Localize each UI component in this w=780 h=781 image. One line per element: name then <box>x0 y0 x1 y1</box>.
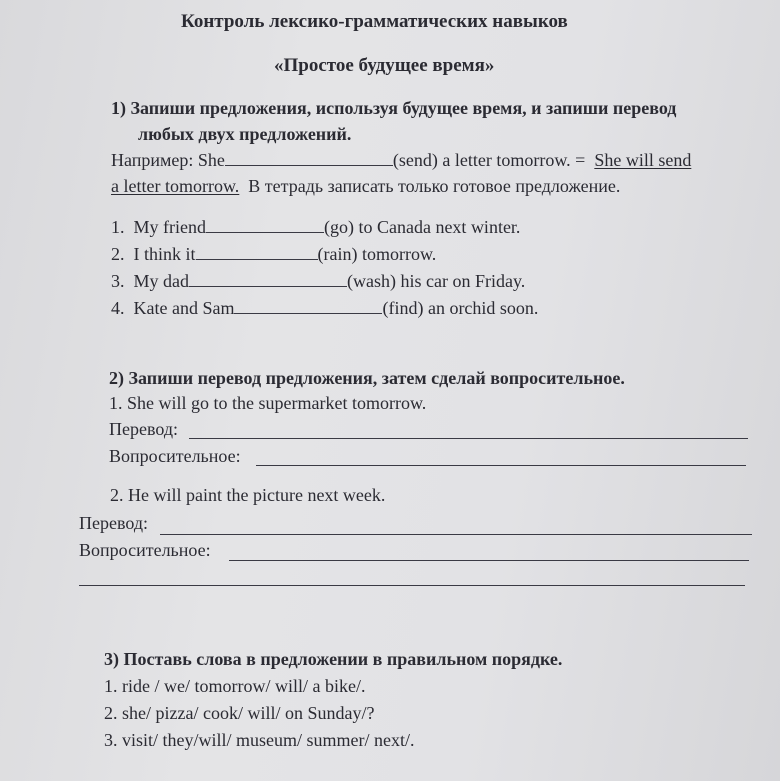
question-answer-line-1[interactable] <box>256 465 746 466</box>
task3-item-2: 2. she/ pizza/ cook/ will/ on Sunday/? <box>104 703 375 723</box>
item-number: 2. <box>111 244 125 264</box>
task3-item-1: 1. ride / we/ tomorrow/ will/ a bike/. <box>104 676 366 696</box>
item-after: (go) to Canada next winter. <box>323 217 521 237</box>
item-before: I think it <box>133 244 196 264</box>
item-before: My friend <box>133 217 206 237</box>
extra-answer-line[interactable] <box>79 585 745 586</box>
item-before: Kate and Sam <box>133 298 235 318</box>
answer-blank[interactable] <box>234 298 382 314</box>
task1-example <box>111 149 691 171</box>
task2-sentence-1: 1. She will go to the supermarket tomorrow. <box>109 393 427 413</box>
answer-blank[interactable] <box>206 217 324 233</box>
example-note: В тетрадь записать только готовое предложение. <box>248 176 621 196</box>
page-subtitle: «Простое будущее время» <box>274 55 495 76</box>
question-label-1: Вопросительное: <box>109 446 241 466</box>
item-number: 4. <box>111 298 125 318</box>
item-after: (rain) tomorrow. <box>317 244 437 264</box>
example-answer: She will send <box>594 150 692 170</box>
task1-item-3 <box>111 270 525 292</box>
question-label-2: Вопросительное: <box>79 540 211 560</box>
translation-label-1: Перевод: <box>109 419 178 439</box>
task2-sentence-2: 2. He will paint the picture next week. <box>110 485 386 505</box>
answer-blank[interactable] <box>196 244 318 260</box>
item-number: 3. <box>111 271 125 291</box>
task3-item-3: 3. visit/ they/will/ museum/ summer/ next/. <box>104 730 415 750</box>
question-answer-line-2[interactable] <box>229 560 749 561</box>
item-after: (wash) his car on Friday. <box>347 271 526 291</box>
task1-heading: 1) Запиши предложения, используя будущее время, и запиши перевод <box>111 98 677 118</box>
task3-heading: 3) Поставь слова в предложении в правильном порядке. <box>104 649 563 669</box>
task1-heading-cont: любых двух предложений. <box>138 124 352 144</box>
task2-heading: 2) Запиши перевод предложения, затем сделай вопросительное. <box>109 368 625 388</box>
task1-item-4 <box>111 297 538 319</box>
item-number: 1. <box>111 217 125 237</box>
task1-item-1 <box>111 216 520 238</box>
example-middle: (send) a letter tomorrow. = <box>392 150 586 170</box>
example-blank[interactable] <box>225 150 393 166</box>
answer-blank[interactable] <box>189 271 347 287</box>
page-title: Контроль лексико-грамматических навыков <box>181 11 568 32</box>
example-answer-end: a letter tomorrow. <box>111 176 240 196</box>
translation-label-2: Перевод: <box>79 513 148 533</box>
example-prefix: Например: She <box>111 150 225 170</box>
translation-answer-line-1[interactable] <box>189 438 748 439</box>
item-after: (find) an orchid soon. <box>382 298 539 318</box>
task1-item-2 <box>111 243 436 265</box>
task1-example-cont <box>111 175 620 197</box>
translation-answer-line-2[interactable] <box>160 534 752 535</box>
item-before: My dad <box>133 271 189 291</box>
